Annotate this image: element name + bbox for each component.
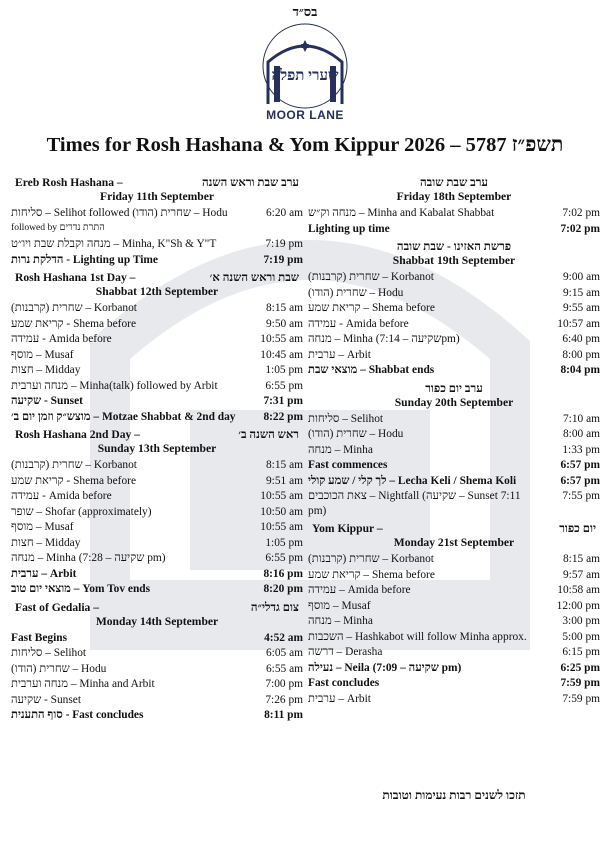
schedule-row [11,394,303,410]
schedule-row [11,489,303,505]
schedule-time: 6:05 am [265,647,303,659]
schedule-row [308,222,600,238]
section-date: Shabbat 12th September [95,285,219,298]
closing-blessing: תזכו לשנים רבות נעימות וטובות [382,788,526,802]
schedule-row [11,410,303,426]
schedule-label: סליחות – Selihot [11,647,87,659]
schedule-time: 9:50 am [265,317,303,330]
section-heading-english: Fast of Gedalia – [15,600,100,614]
schedule-row [308,348,600,364]
section-date: Friday 11th September [100,190,214,203]
schedule-label: עמידה - Amida before [308,317,409,330]
schedule-label: ערבית – Arbit [11,567,77,580]
schedule-label: (שחרית (קרבנות – Korbanot [11,459,137,471]
schedule-row [308,583,600,599]
section-heading [308,522,600,536]
schedule-label: ערבית – Arbit [308,692,371,705]
schedule-label: מוסף – Musaf [11,348,74,361]
schedule-label: עמידה - Amida before [11,490,112,502]
synagogue-logo [248,22,362,110]
schedule-section [308,240,600,379]
schedule-label: (שחרית (הודו – Hodu [308,286,404,299]
schedule-label: שופר – Shofar (approximately) [11,505,152,518]
schedule-time: 6:25 pm [560,661,600,674]
schedule-time: 10:55 am [260,490,303,502]
section-date: Sunday 13th September [97,442,217,455]
schedule-row [11,222,303,238]
schedule-row [308,676,600,692]
schedule-row [308,443,600,459]
schedule-label: מוצאי שבת – Shabbat ends [308,364,435,376]
schedule-label: לך קלי / שמע קולי – Lecha Keli / Shema Koli [308,474,517,487]
schedule-time: 4:52 am [264,631,303,644]
schedule-label: Fast concludes [308,677,380,689]
section-heading-english: Yom Kippur – [312,522,383,535]
schedule-time: 7:59 pm [560,677,600,689]
schedule-section [308,522,600,707]
schedule-time: 8:00 pm [562,348,600,361]
schedule-label: קריאת שמע - Shema before [11,317,137,330]
left-column [11,176,303,727]
schedule-time: 6:15 pm [562,646,600,658]
schedule-row [11,567,303,583]
schedule-section [11,428,303,598]
schedule-time: 8:15 am [265,459,303,471]
schedule-label: סוף התענית - Fast concludes [11,709,144,721]
right-column [308,176,600,710]
section-heading [308,240,600,254]
bsd-mark: בס״ד [292,4,318,19]
schedule-row [11,582,303,598]
schedule-row [11,474,303,490]
schedule-time: 6:55 am [265,662,303,675]
schedule-time: 7:02 pm [562,207,600,219]
schedule-label: השכבות – Hashkabot will follow Minha approx. [308,630,527,643]
schedule-row [11,505,303,521]
schedule-row [11,301,303,317]
schedule-time: 6:40 pm [562,333,600,345]
schedule-label: מנחה – Minha [308,615,373,627]
schedule-time: 9:57 am [562,568,600,581]
schedule-label: (שחרית (הודו – Hodu [308,428,404,440]
schedule-time: 6:55 pm [265,379,303,392]
section-date: Monday 21st September [393,536,515,549]
schedule-time: 8:20 pm [263,583,303,595]
schedule-label: הדלקת נרות - Lighting up Time [11,253,158,266]
schedule-label: מוסף – Musaf [308,599,371,612]
schedule-label: מנחה וערבית – Minha(talk) followed by Arbit [11,379,218,392]
schedule-label: Lighting up time [308,222,390,235]
schedule-label: מוצש״ק וזמן יום ב׳ – Motzae Shabbat & 2nd day [11,410,236,423]
schedule-label: Fast commences [308,459,388,471]
schedule-label: (שחרית (קרבנות – Korbanot [11,302,137,314]
schedule-row [308,692,600,708]
schedule-label: (שחרית (קרבנות – Korbanot [308,271,434,283]
schedule-row [11,206,303,222]
schedule-time: 9:00 am [562,271,600,283]
section-heading-hebrew: פרשת האזינו - שבת שובה [396,240,512,253]
section-heading-english: Rosh Hashana 1st Day – [15,271,136,284]
schedule-row [308,568,600,584]
schedule-label: קריאת שמע – Shema before [308,568,435,581]
schedule-time: 8:16 pm [263,567,303,580]
schedule-time: 8:15 am [265,302,303,314]
schedule-section [11,601,303,724]
schedule-label: קריאת שמע - Shema before [11,474,137,487]
logo-name: MOOR LANE [266,108,344,122]
schedule-row [308,489,600,519]
schedule-label: צאת הכוכבים – Nightfall (שקיעה – Sunset 7:11 pm) [308,490,521,517]
schedule-time: 9:51 am [265,474,303,487]
schedule-time: 3:00 pm [562,615,600,627]
schedule-label: ערבית – Arbit [308,348,371,361]
schedule-row [11,332,303,348]
schedule-time: 6:57 pm [560,474,600,487]
schedule-time: 7:19 pm [265,238,303,250]
schedule-section [308,382,600,520]
schedule-time: 6:57 pm [560,459,600,471]
schedule-row [308,301,600,317]
schedule-row [308,286,600,302]
schedule-row [11,363,303,379]
section-heading-hebrew: צום גדלי״ה [250,600,299,614]
schedule-row [308,614,600,630]
section-heading-english: Rosh Hashana 2nd Day – [15,428,140,441]
schedule-label: שקיעה - Sunset [11,395,83,407]
schedule-label: (שחרית (קרבנות – Korbanot [308,553,434,565]
section-heading-hebrew: שבת וראש השנה א׳ [209,271,299,284]
schedule-row [11,708,303,724]
schedule-row [308,270,600,286]
section-date: Shabbat 19th September [392,254,516,267]
schedule-row [308,661,600,677]
schedule-time: 9:15 am [562,286,600,299]
section-heading-hebrew: ראש השנה ב׳ [238,428,299,441]
schedule-label: נעילה – Neila (שקיעה – 7:09 pm) [308,661,462,674]
schedule-row [308,363,600,379]
schedule-label: סליחות – Selihot followed (שחרית (הודו – Hodu [11,207,228,219]
section-heading-english: Ereb Rosh Hashana – [15,176,123,189]
schedule-time: 1:33 pm [562,443,600,456]
section-date: Monday 14th September [95,614,219,628]
schedule-label: דרשה – Derasha [308,646,383,658]
schedule-row [11,536,303,552]
schedule-time: 7:00 pm [265,678,303,690]
schedule-label: מנחה – Minha [308,443,373,456]
schedule-row [308,645,600,661]
schedule-label: שקיעה - Sunset [11,693,82,706]
schedule-time: 7:19 pm [263,253,303,266]
schedule-time: 8:04 pm [560,364,600,376]
schedule-time: 10:55 am [260,521,303,533]
schedule-label: סליחות – Selihot [308,412,384,425]
schedule-time: 9:55 am [562,302,600,314]
schedule-section [11,176,303,268]
schedule-time: 10:45 am [260,348,303,361]
schedule-time: 8:11 pm [264,709,303,721]
schedule-time: 8:15 am [562,553,600,565]
schedule-label: followed by התרת נדרים [11,221,105,233]
schedule-time: 10:50 am [260,505,303,518]
schedule-label: עמידה - Amida before [11,333,112,345]
section-heading [11,271,303,285]
schedule-row [11,520,303,536]
schedule-label: מנחה וערבית – Minha and Arbit [11,678,155,690]
schedule-label: קריאת שמע – Shema before [308,302,435,314]
section-heading [11,176,303,190]
schedule-row [11,646,303,662]
schedule-row [11,662,303,678]
section-heading [308,176,600,190]
schedule-time: 7:10 am [562,412,600,425]
schedule-row [308,474,600,490]
schedule-time: 6:55 pm [265,552,303,564]
schedule-time: 6:20 am [265,207,303,219]
schedule-time: 10:57 am [557,317,600,330]
section-heading-hebrew: יום כפור [559,522,596,535]
schedule-row [308,332,600,348]
schedule-time: 8:22 pm [263,410,303,423]
schedule-row [11,379,303,395]
schedule-time: 7:31 pm [263,395,303,407]
schedule-time: 1:05 pm [265,364,303,376]
schedule-label: מוצאי יום טוב – Yom Tov ends [11,583,151,595]
schedule-row [308,552,600,568]
schedule-time: 12:00 pm [556,599,600,612]
logo-hebrew: שערי תפלה [271,68,339,84]
schedule-time: 7:59 pm [562,692,600,705]
schedule-row [308,427,600,443]
schedule-label: מוסף – Musaf [11,521,74,533]
schedule-row [11,253,303,269]
section-heading [11,601,303,615]
schedule-section [11,271,303,425]
schedule-row [308,458,600,474]
schedule-time: 8:00 am [562,428,600,440]
section-heading [308,382,600,396]
schedule-label: עמידה – Amida before [308,584,411,596]
section-heading-hebrew: ערב יום כפור [425,381,483,395]
schedule-label: מנחה וק״ש – Minha and Kabalat Shabbat [308,207,495,219]
schedule-row [11,348,303,364]
schedule-label: חצות – Midday [11,364,81,376]
schedule-section [308,176,600,237]
schedule-row [308,599,600,615]
section-heading-hebrew: ערב שבת שובה [420,176,488,189]
schedule-row [11,237,303,253]
schedule-row [11,551,303,567]
schedule-time: 10:55 am [260,333,303,345]
schedule-row [11,631,303,647]
page-title: Times for Rosh Hashana & Yom Kippur תשפ״ז 5787 – 2026 [46,134,564,156]
schedule-row [11,693,303,709]
section-date: Friday 18th September [396,190,512,203]
schedule-time: 1:05 pm [265,536,303,549]
schedule-label: חצות – Midday [11,536,81,549]
schedule-label: Fast Begins [11,631,68,644]
schedule-row [308,412,600,428]
section-heading-hebrew: ערב שבת וראש השנה [201,176,299,189]
schedule-row [11,458,303,474]
schedule-row [308,630,600,646]
schedule-time: 5:00 pm [562,630,600,643]
schedule-time: 7:26 pm [265,693,303,706]
schedule-row [308,206,600,222]
section-heading [11,428,303,442]
schedule-label: מנחה – Minha (שקיעה – 7:28 pm) [11,552,166,564]
section-date: Sunday 20th September [394,395,514,409]
schedule-time: 7:55 pm [562,490,600,502]
schedule-time: 7:02 pm [560,222,600,235]
schedule-time: 10:58 am [557,584,600,596]
schedule-row [11,317,303,333]
schedule-row [308,317,600,333]
schedule-label: מנחה וקבלת שבת ויו״ט – Minha, K"Sh & Y"T [11,238,217,250]
schedule-label: (שחרית (הודו – Hodu [11,662,107,675]
schedule-label: מנחה – Minha (שקיעה – 7:14pm) [308,333,460,345]
schedule-row [11,677,303,693]
